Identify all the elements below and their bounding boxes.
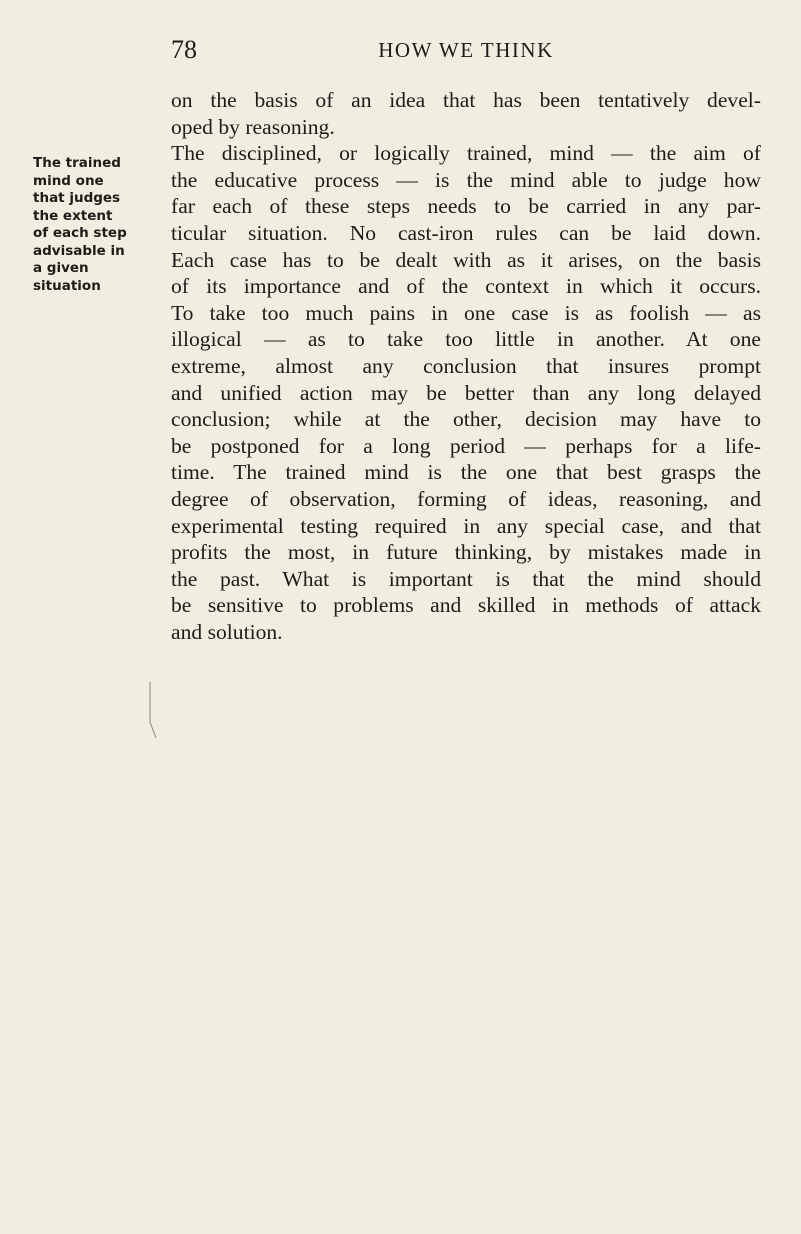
body-text (171, 87, 761, 645)
body-line: and solution. (171, 619, 283, 644)
body-line: and unified action may be better than any long delayed (171, 380, 761, 405)
scan-mark (147, 680, 159, 740)
body-line: extreme, almost any conclusion that insures prompt (171, 353, 761, 378)
page-number: 78 (171, 35, 197, 64)
body-line: ticular situation. No cast-iron rules can be laid down. (171, 220, 761, 245)
margin-note-line: the extent (33, 207, 113, 224)
margin-note-line: that judges (33, 190, 121, 206)
margin-note (33, 155, 148, 295)
body-line: degree of observation, forming of ideas, reasoning, and (171, 486, 761, 511)
body-line: conclusion; while at the other, decision may have to (171, 407, 761, 432)
body-line: on the basis of an idea that has been tentatively devel- (171, 88, 761, 112)
margin-note-line: situation (33, 277, 101, 294)
body-line: experimental testing required in any special case, and that (171, 513, 761, 538)
body-line: illogical — as to take too little in another. At one (171, 327, 761, 352)
margin-note-line: advisable in (33, 242, 125, 259)
body-line: time. The trained mind is the one that best grasps the (171, 460, 761, 485)
body-line: of its importance and of the context in which it occurs. (171, 274, 761, 299)
body-line: The disciplined, or logically trained, mind — the aim of (171, 141, 761, 166)
body-line: oped by reasoning. (171, 114, 335, 139)
running-head: HOW WE THINK (378, 38, 554, 62)
margin-note-line: mind one (33, 172, 104, 189)
body-line: be sensitive to problems and skilled in methods of attack (171, 593, 761, 618)
body-line: far each of these steps needs to be carried in any par- (171, 194, 761, 219)
margin-note-line: The trained (33, 155, 121, 171)
page-header (171, 34, 761, 66)
body-line: the educative process — is the mind able to judge how (171, 167, 761, 192)
body-line: Each case has to be dealt with as it arises, on the basis (171, 247, 761, 272)
margin-note-line: a given (33, 260, 89, 276)
body-line: To take too much pains in one case is as foolish — as (171, 300, 761, 325)
body-line: be postponed for a long period — perhaps for a life- (171, 433, 761, 458)
body-line: the past. What is important is that the mind should (171, 566, 761, 591)
margin-note-line: of each step (33, 225, 127, 241)
body-line: profits the most, in future thinking, by mistakes made in (171, 540, 761, 565)
